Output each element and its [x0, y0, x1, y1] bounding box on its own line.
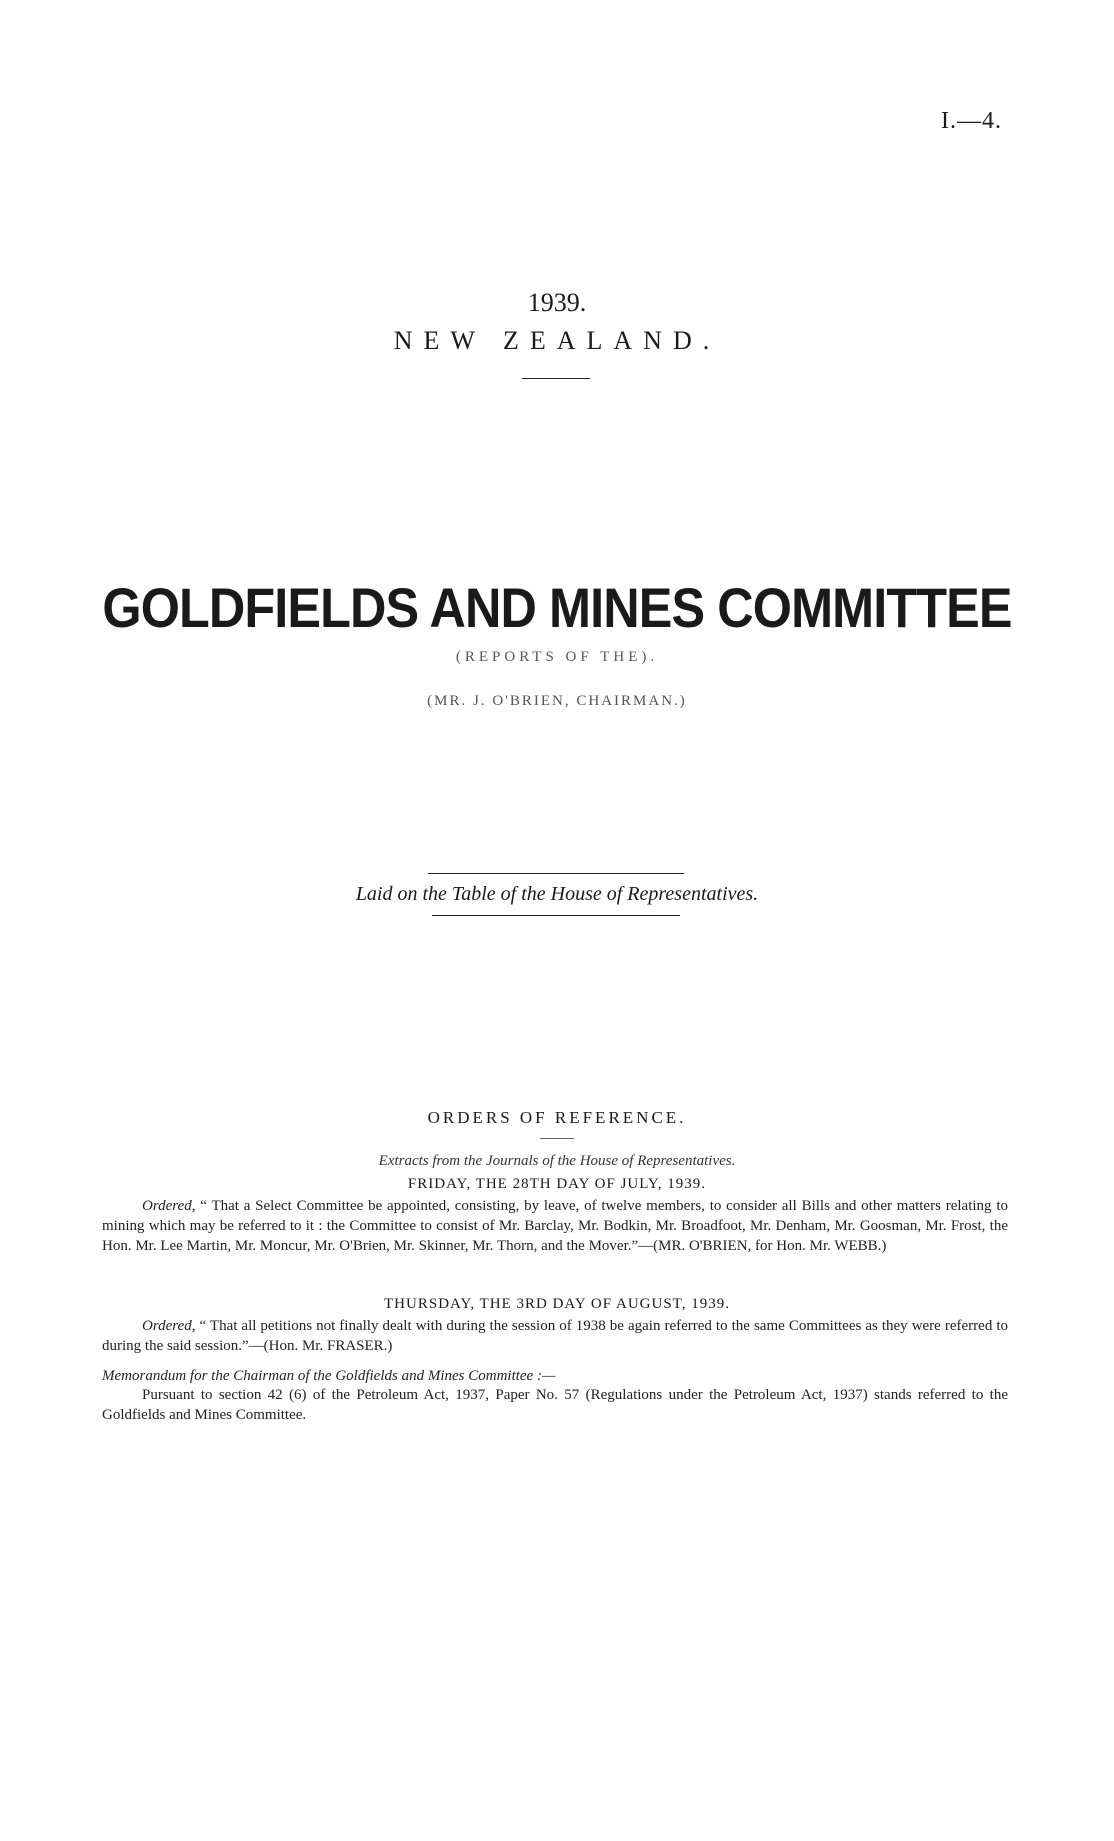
order-paragraph-2 [102, 1316, 1008, 1356]
extracts-line: Extracts from the Journals of the House of Representatives. [378, 1153, 736, 1169]
memorandum-heading: Memorandum for the Chairman of the Goldfields and Mines Committee :— [102, 1368, 556, 1384]
year: 1939. [527, 288, 587, 317]
order-paragraph-1 [102, 1196, 1008, 1256]
order-text: “ That all petitions not finally dealt with during the session of 1938 be again referred to the same Committees as they were referred to during the said session.”—(Hon. Mr. FRASER.) [102, 1318, 1009, 1354]
divider-short [522, 378, 590, 379]
divider-bottom [432, 915, 680, 916]
laid-on-table: Laid on the Table of the House of Representatives. [355, 883, 759, 905]
orders-of-reference-heading: ORDERS OF REFERENCE. [427, 1108, 687, 1127]
memorandum-paragraph: Pursuant to section 42 (6) of the Petroleum Act, 1937, Paper No. 57 (Regulations under the Petroleum Act, 1937) stands referred to the Goldfields and Mines Committee. [102, 1387, 1008, 1423]
divider-top [428, 873, 684, 874]
ordered-label: Ordered, [142, 1198, 196, 1214]
document-title: GOLDFIELDS AND MINES COMMITTEE [102, 576, 1012, 639]
divider-small [540, 1138, 574, 1139]
date-friday: FRIDAY, THE 28TH DAY OF JULY, 1939. [407, 1176, 707, 1192]
country-heading: NEW ZEALAND. [393, 326, 721, 355]
order-text: “ That a Select Committee be appointed, consisting, by leave, of twelve members, to consider all Bills and other matters relating to mining which may be referred to it : the Committee to consist of Mr. Barclay, Mr. Bodkin, Mr. Broadfoot, Mr. Denham, Mr. Goosman, Mr. Frost, the Hon. Mr. Lee Martin, Mr. Moncur, Mr. O'Brien, Mr. Skinner, Mr. Thorn, and the Mover.”—(MR. O'BRIEN, for Hon. Mr. WEBB.) [102, 1198, 1008, 1254]
ordered-label: Ordered, [142, 1318, 196, 1334]
page-reference: I.—4. [941, 108, 1002, 134]
chairman-line: (MR. J. O'BRIEN, CHAIRMAN.) [427, 693, 687, 709]
document-subtitle: (REPORTS OF THE). [455, 649, 659, 665]
date-thursday: THURSDAY, THE 3RD DAY OF AUGUST, 1939. [384, 1296, 730, 1312]
